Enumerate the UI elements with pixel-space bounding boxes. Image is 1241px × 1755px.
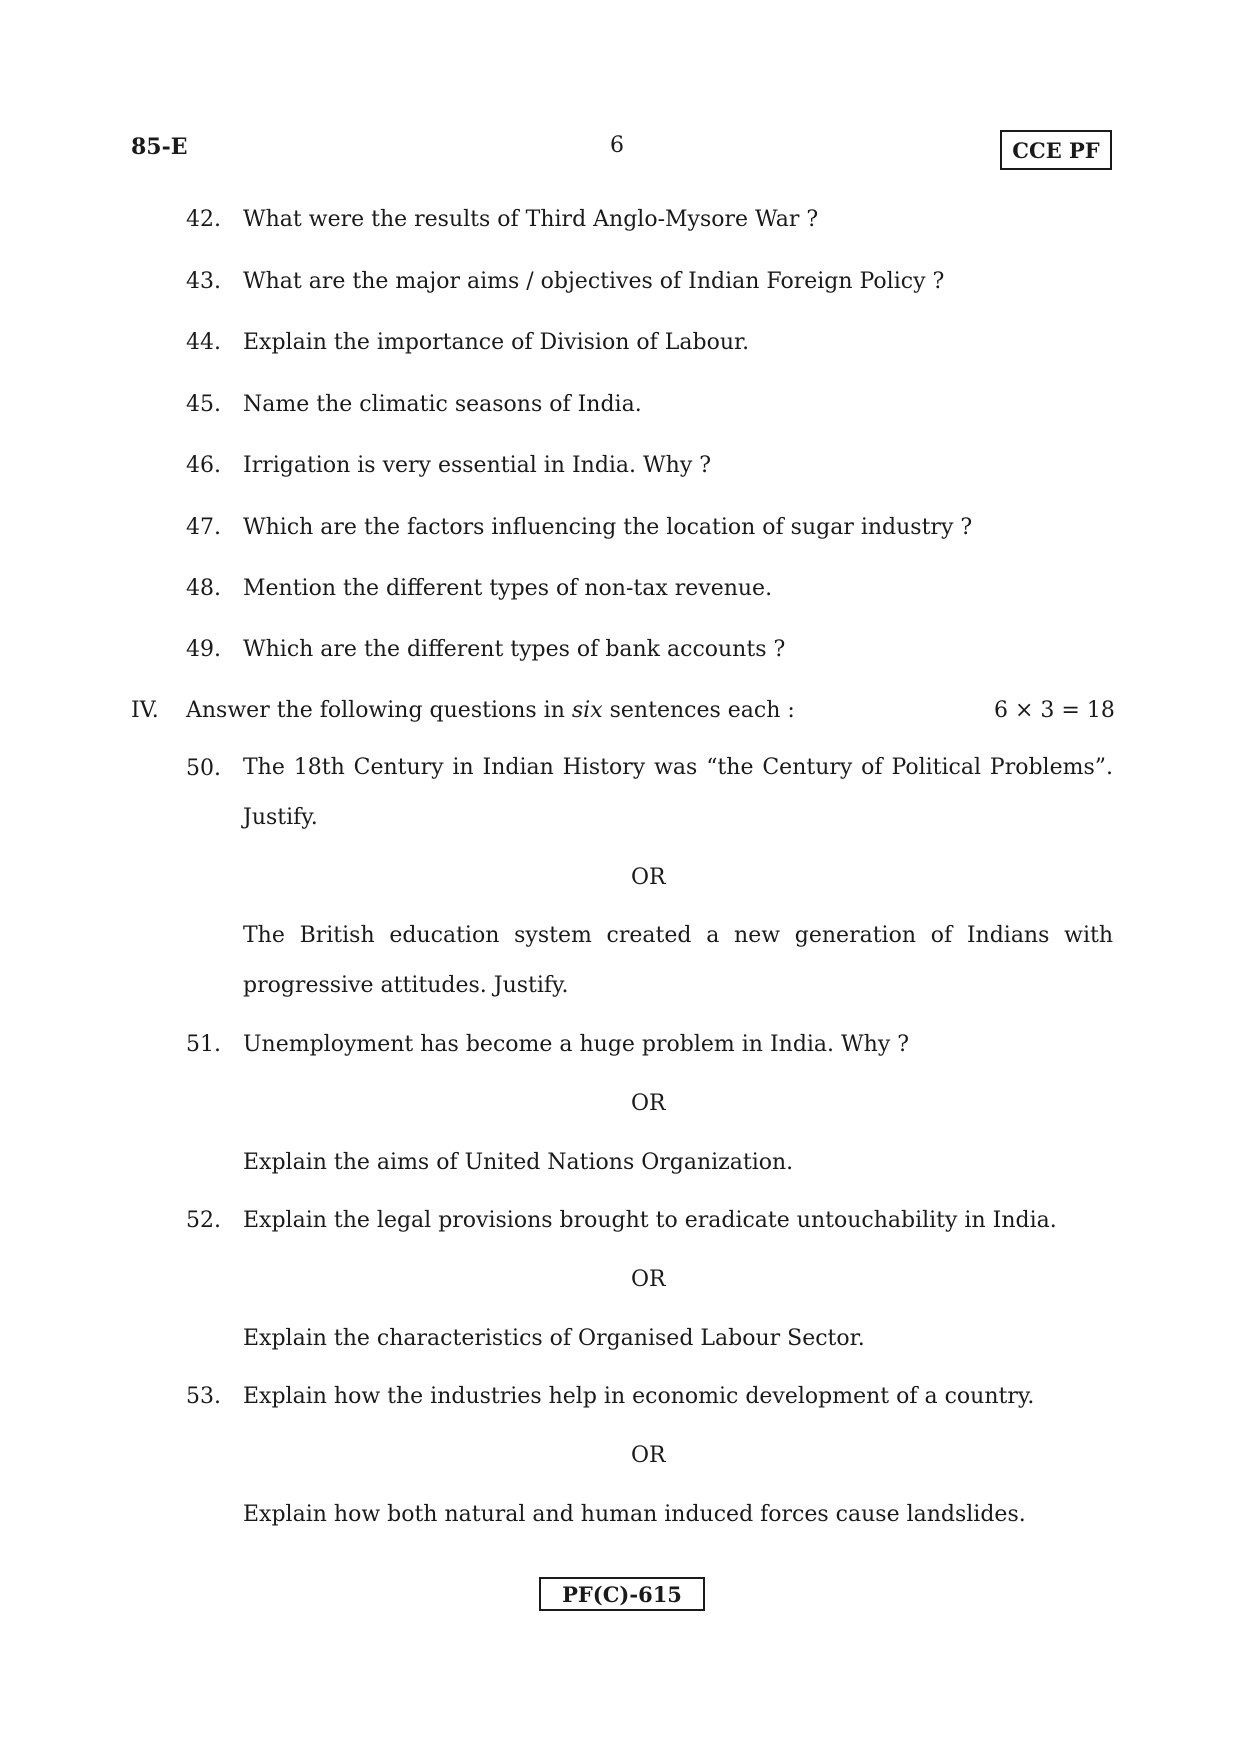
- question-text: What were the results of Third Anglo-Mysore War ?: [243, 207, 819, 232]
- or-separator: OR: [631, 1267, 666, 1292]
- footer-code-box: [539, 1577, 705, 1611]
- question-text: Unemployment has become a huge problem in India. Why ?: [243, 1032, 910, 1057]
- question-number: 52.: [186, 1208, 221, 1233]
- instruction-part: sentences each :: [602, 698, 795, 723]
- page-number: 6: [610, 133, 624, 158]
- question-number: 51.: [186, 1032, 221, 1057]
- footer-code: PF(C)-615: [562, 1581, 682, 1607]
- question-text: Mention the different types of non-tax revenue.: [243, 576, 773, 601]
- question-number: 49.: [186, 637, 221, 662]
- section-roman-numeral: IV.: [131, 698, 159, 723]
- question-text: Which are the factors influencing the location of sugar industry ?: [243, 515, 973, 540]
- instruction-emphasis: six: [571, 698, 603, 723]
- question-text: Explain the importance of Division of Labour.: [243, 330, 750, 355]
- or-separator: OR: [631, 865, 666, 890]
- alternative-question-text: Explain the characteristics of Organised Labour Sector.: [243, 1326, 865, 1351]
- question-text: Explain the legal provisions brought to eradicate untouchability in India.: [243, 1208, 1057, 1233]
- question-text: Name the climatic seasons of India.: [243, 392, 642, 417]
- question-number: 42.: [186, 207, 221, 232]
- instruction-part: Answer the following questions in: [186, 698, 572, 723]
- question-number: 47.: [186, 515, 221, 540]
- question-text: What are the major aims / objectives of Indian Foreign Policy ?: [243, 269, 945, 294]
- question-text: Irrigation is very essential in India. Why ?: [243, 453, 712, 478]
- alternative-question-text: Explain how both natural and human induced forces cause landslides.: [243, 1502, 1026, 1527]
- question-number: 46.: [186, 453, 221, 478]
- question-number: 50.: [186, 756, 221, 781]
- or-separator: OR: [631, 1091, 666, 1116]
- section-marks: 6 × 3 = 18: [994, 698, 1115, 723]
- section-instruction: [186, 698, 795, 723]
- question-number: 53.: [186, 1384, 221, 1409]
- question-number: 48.: [186, 576, 221, 601]
- or-separator: OR: [631, 1443, 666, 1468]
- paper-category-box: [1000, 130, 1112, 170]
- question-number: 45.: [186, 392, 221, 417]
- paper-code: 85-E: [131, 134, 188, 160]
- paper-category-label: CCE PF: [1012, 137, 1100, 163]
- question-text: The 18th Century in Indian History was “the Century of Political Problems”. Justify.: [243, 755, 1113, 830]
- alternative-question-text: The British education system created a new generation of Indians with progressive attitudes. Justify.: [243, 923, 1113, 998]
- question-text: Explain how the industries help in economic development of a country.: [243, 1384, 1035, 1409]
- question-number: 44.: [186, 330, 221, 355]
- question-text: Which are the different types of bank accounts ?: [243, 637, 786, 662]
- alternative-question-text: Explain the aims of United Nations Organization.: [243, 1150, 794, 1175]
- question-number: 43.: [186, 269, 221, 294]
